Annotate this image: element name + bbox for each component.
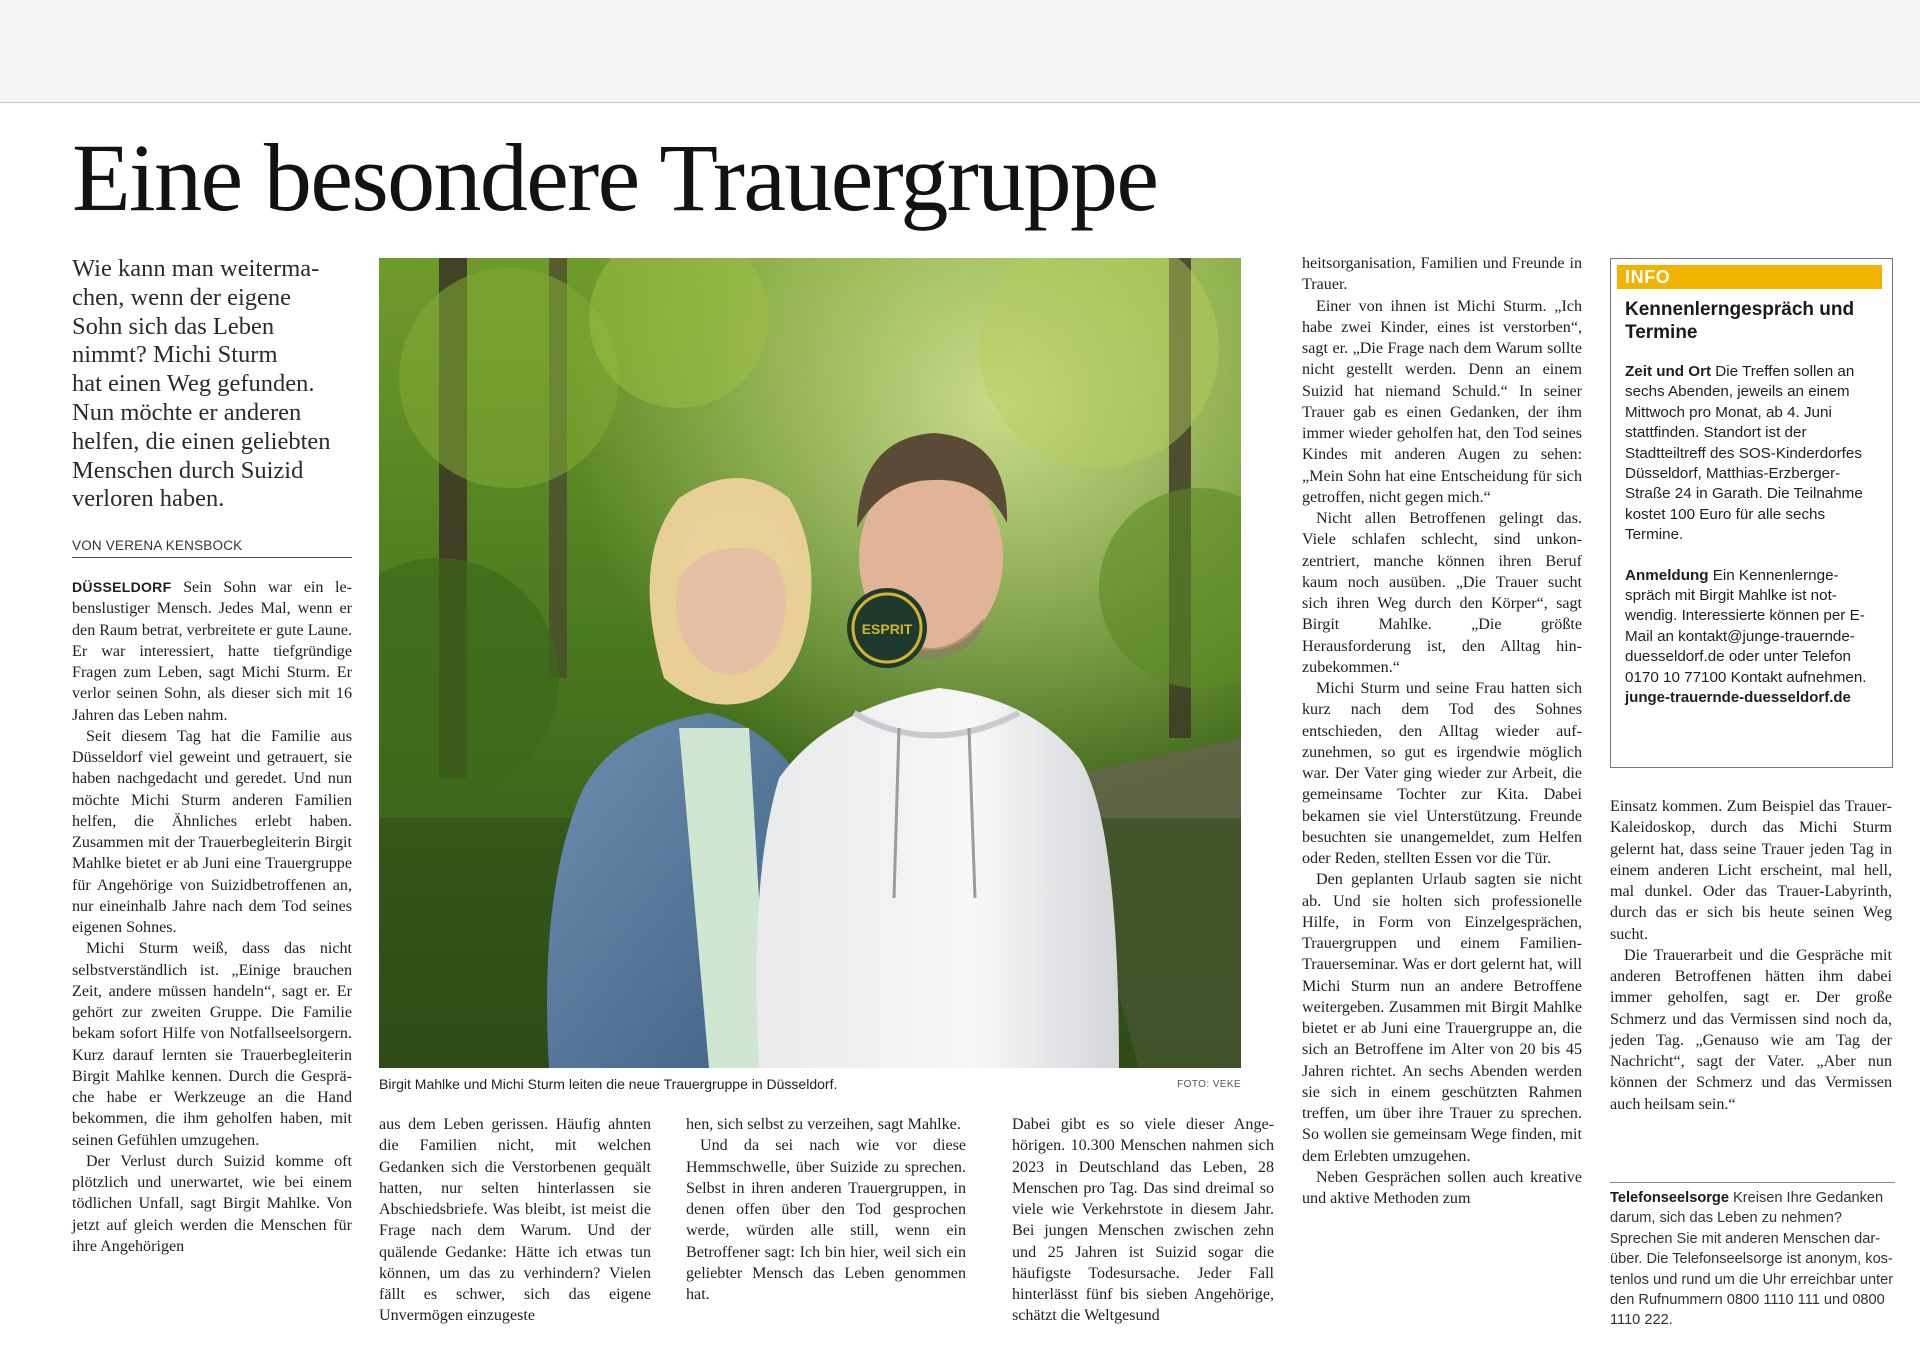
info-text: Die Treffen sollen an sechs Abenden, jeweils an einem Mittwoch pro Monat, ab 4. Juni stattfinden. Standort ist der Stadtteiltreff des SOS-Kinderdorfes Düsseldorf, Matthias-Erzberger-Straße 24 in Garath. Die Teilnahme kostet 100 Euro für alle sechs Termine. [1625, 363, 1863, 544]
hotline-text: Kreisen Ihre Gedanken darum, sich das Leben zu nehmen? Sprechen Sie mit anderen Menschen darüber. Die Telefonseelsorge ist anonym, kostenlos und rund um die Uhr erreichbar unter den Rufnummern 0800 1110 111 und 0800 1110 222. [1610, 1190, 1894, 1329]
article-paragraph: Michi Sturm weiß, dass das nicht selbstverständlich ist. „Einige brauchen Zeit, andere müssen handeln“, sagt er. Er gehört zur zweiten Gruppe. Die Familie bekam sofort Hilfe von Notfallseelsorgern. Kurz darauf lernten sie Trauerbegleiterin Birgit Mahlke kennen. Durch die Gespräche habe er Werkzeuge an die Hand bekommen, die ihm geholfen haben, mit seinen Gefühlen umzugehen. [72, 940, 352, 1149]
paragraph-text: Sein Sohn war ein lebenslustiger Mensch. Jedes Mal, wenn er den Raum betrat, verbreitete er gute Laune. Er war interessiert, hatte tiefgründige Fragen zum Leben, sagt Michi Sturm. Er verlor seinen Sohn, als dieser sich mit 16 Jahren das Leben nahm. [72, 579, 352, 724]
hotline-box [1610, 1182, 1895, 1331]
lead-line: nimmt? Michi Sturm [72, 341, 278, 369]
photo-caption [379, 1076, 1241, 1092]
article-paragraph: Nicht allen Betroffenen gelingt das. Viele schlafen schlecht, sind unkonzentriert, manche können ihren Beruf kaum noch ausüben. „Die Trauer sucht sich ihren Weg durch den Körper“, sagt Birgit Mahlke. „Die größte Herausforderung ist, den Alltag hinzubekommen.“ [1302, 510, 1582, 676]
article-column-1 [72, 577, 352, 1257]
article-column-4 [1012, 1114, 1274, 1327]
info-paragraph [1625, 362, 1878, 546]
lead-line: Menschen durch Suizid [72, 456, 304, 484]
lead-line: verloren haben. [72, 485, 225, 513]
article-paragraph: Die Trauerarbeit und die Gespräche mit anderen Betroffenen hätten ihm dabei immer geholfen, sagt er. Der große Schmerz und das Vermissen sind noch da, jeden Tag. „Genauso wie am Tag der Nachricht“, sagt der Vater. „Aber nun können der Schmerz und das Vermissen auch heilsam sein.“ [1610, 946, 1892, 1113]
article-photo [379, 258, 1241, 1068]
viewer-top-bar [0, 0, 1920, 103]
article-paragraph [72, 577, 352, 726]
article-paragraph: heitsorganisation, Familien und Freunde in Trauer. [1302, 255, 1582, 294]
article-column-2 [379, 1114, 651, 1327]
article-column-3 [686, 1114, 966, 1305]
info-label: Anmeldung [1625, 566, 1709, 584]
photo-illustration [379, 258, 1241, 1068]
article-paragraph: aus dem Leben gerissen. Häufig ahnten die Familien nicht, mit welchen Gedanken sich die Verstorbenen gequält hatten, nur selten hinterlassen sie Abschiedsbriefe. Was bleibt, ist meist die Frage nach dem Warum. Und der quälende Gedanke: Hätte ich etwas tun können, um das zu verhindern? Vielen fällt es schwer, sich das eigene Unvermögen einzugeste [379, 1116, 651, 1325]
lead-line: Nun möchte er anderen [72, 398, 302, 426]
info-paragraph [1625, 566, 1878, 709]
info-website-link[interactable]: junge-trauernde-duesseldorf.de [1625, 689, 1851, 707]
lead-line: Sohn sich das Leben [72, 312, 275, 340]
info-body [1625, 362, 1878, 709]
photo-credit: FOTO: VEKE [1177, 1079, 1241, 1090]
article-paragraph: Dabei gibt es so viele dieser Angehörigen. 10.300 Menschen nahmen sich 2023 in Deutschland das Leben, 28 Menschen pro Tag. Das sind dreimal so viele wie Verkehrstote in diesem Jahr. Bei jungen Menschen zwischen zehn und 25 Jahren ist Suizid sogar die häufigste Todesursache. Jeder Fall hinterlässt fünf bis sieben Angehörige, schätzt die Weltgesund [1012, 1116, 1274, 1325]
article-paragraph: Michi Sturm und seine Frau hatten sich kurz nach dem Tod des Sohnes entschieden, den Alltag wieder aufzunehmen, so gut es irgendwie möglich war. Der Vater ging wieder zur Arbeit, die gemeinsame Tochter zur Kita. Dabei bekamen sie viel Unterstützung. Freunde besuchten sie unangemeldet, zum Helfen oder Reden, stellten Essen vor die Tür. [1302, 680, 1582, 867]
article-paragraph: Neben Gesprächen sollen auch kreative und aktive Methoden zum [1302, 1168, 1582, 1207]
lead-line: Wie kann man weiterma- [72, 255, 320, 282]
info-title: Kennenlerngespräch und Termine [1625, 299, 1855, 343]
article-paragraph: hen, sich selbst zu verzeihen, sagt Mahlke. [686, 1116, 961, 1133]
lead-line: hat einen Weg gefunden. [72, 370, 315, 398]
article-paragraph: Einsatz kommen. Zum Beispiel das Trauer-Kaleidoskop, durch das Michi Sturm gelernt hat, dass seine Trauer jeden Tag in einem anderen Licht erscheint, mal hell, mal dunkel. Oder das Trauer-Labyrinth, durch das er sich bis heute seinen Weg sucht. [1610, 798, 1892, 943]
info-tag: INFO [1617, 265, 1882, 289]
caption-text: Birgit Mahlke und Michi Sturm leiten die neue Trauergruppe in Düsseldorf. [379, 1076, 838, 1092]
lead-line: helfen, die einen geliebten [72, 427, 331, 455]
article-paragraph: Einer von ihnen ist Michi Sturm. „Ich habe zwei Kinder, eines ist verstorben“, sagt er. „Die Frage nach dem Warum sollte nicht gestellt werden. Denn an einem Suizid hat niemand Schuld.“ In seiner Trauer gab es einen Gedanken, der ihm immer wieder geholfen hat, den Tod seines Kindes mit anderen Augen zu sehen: „Mein Sohn hat eine Entscheidung für sich getroffen, nicht gegen mich.“ [1302, 297, 1582, 506]
lead-paragraph [72, 255, 357, 514]
byline: VON VERENA KENSBOCK [72, 538, 352, 558]
article-paragraph: Und da sei nach wie vor diese Hemmschwelle, über Suizide zu sprechen. Selbst in ihren anderen Trauergruppen, in denen offen über den Tod gesprochen werde, würden alle still, wenn ein Betroffener sagt: Ich bin hier, weil sich ein geliebter Mensch das Leben genommen hat. [686, 1137, 966, 1303]
article-paragraph: Den geplanten Urlaub sagten sie nicht ab. Und sie holten sich professionelle Hilfe, in Form von Einzelgesprächen, Trauergruppen und einem Familien-Trauerseminar. Was er dort gelernt hat, will Michi Sturm nun an andere Betroffene weitergeben. Zusammen mit Birgit Mahlke bietet er ab Juni eine Trauergruppe an, die sich an Betroffene im Alter von 20 bis 45 Jahren richtet. An sechs Abenden werden sie sich in einem geschützten Rahmen treffen, um über ihre Trauer zu sprechen. So wollen sie gemeinsam Wege finden, mit dem Erlebten umzugehen. [1302, 871, 1582, 1165]
info-box [1610, 258, 1893, 768]
article-column-5 [1302, 253, 1582, 1209]
dateline: DÜSSELDORF [72, 579, 172, 595]
article-paragraph: Seit diesem Tag hat die Familie aus Düsseldorf viel geweint und getrauert, sie haben nachgedacht und geredet. Und nun möchte Michi Sturm anderen Familien helfen, die Ähnliches erlebt haben. Zusammen mit der Trauerbegleiterin Birgit Mahlke bietet er ab Juni eine Trauergruppe für Angehörige von Suizidbetroffenen an, nur eineinhalb Jahre nach dem Tod seines eigenen Sohnes. [72, 727, 352, 936]
headline: Eine besondere Trauergruppe [72, 124, 1158, 231]
lead-line: chen, wenn der eigene [72, 283, 292, 311]
info-label: Zeit und Ort [1625, 363, 1712, 380]
hoodie-logo-text: ESPRIT [861, 621, 913, 637]
info-text: Ein Kennenlerngespräch mit Birgit Mahlke ist notwendig. Interessierte können per E-Mail an kontakt@junge-trauernde-duesseldorf.de oder unter Telefon 0170 10 77100 Kontakt aufnehmen. [1625, 566, 1867, 686]
article-column-6 [1610, 796, 1892, 1115]
hotline-label: Telefonseelsorge [1610, 1190, 1729, 1206]
article-paragraph: Der Verlust durch Suizid komme oft plötzlich und unerwartet, wie bei einem tödlichen Unfall, sagt Birgit Mahlke. Von jetzt auf gleich werden die Menschen für ihre Angehörigen [72, 1152, 352, 1255]
